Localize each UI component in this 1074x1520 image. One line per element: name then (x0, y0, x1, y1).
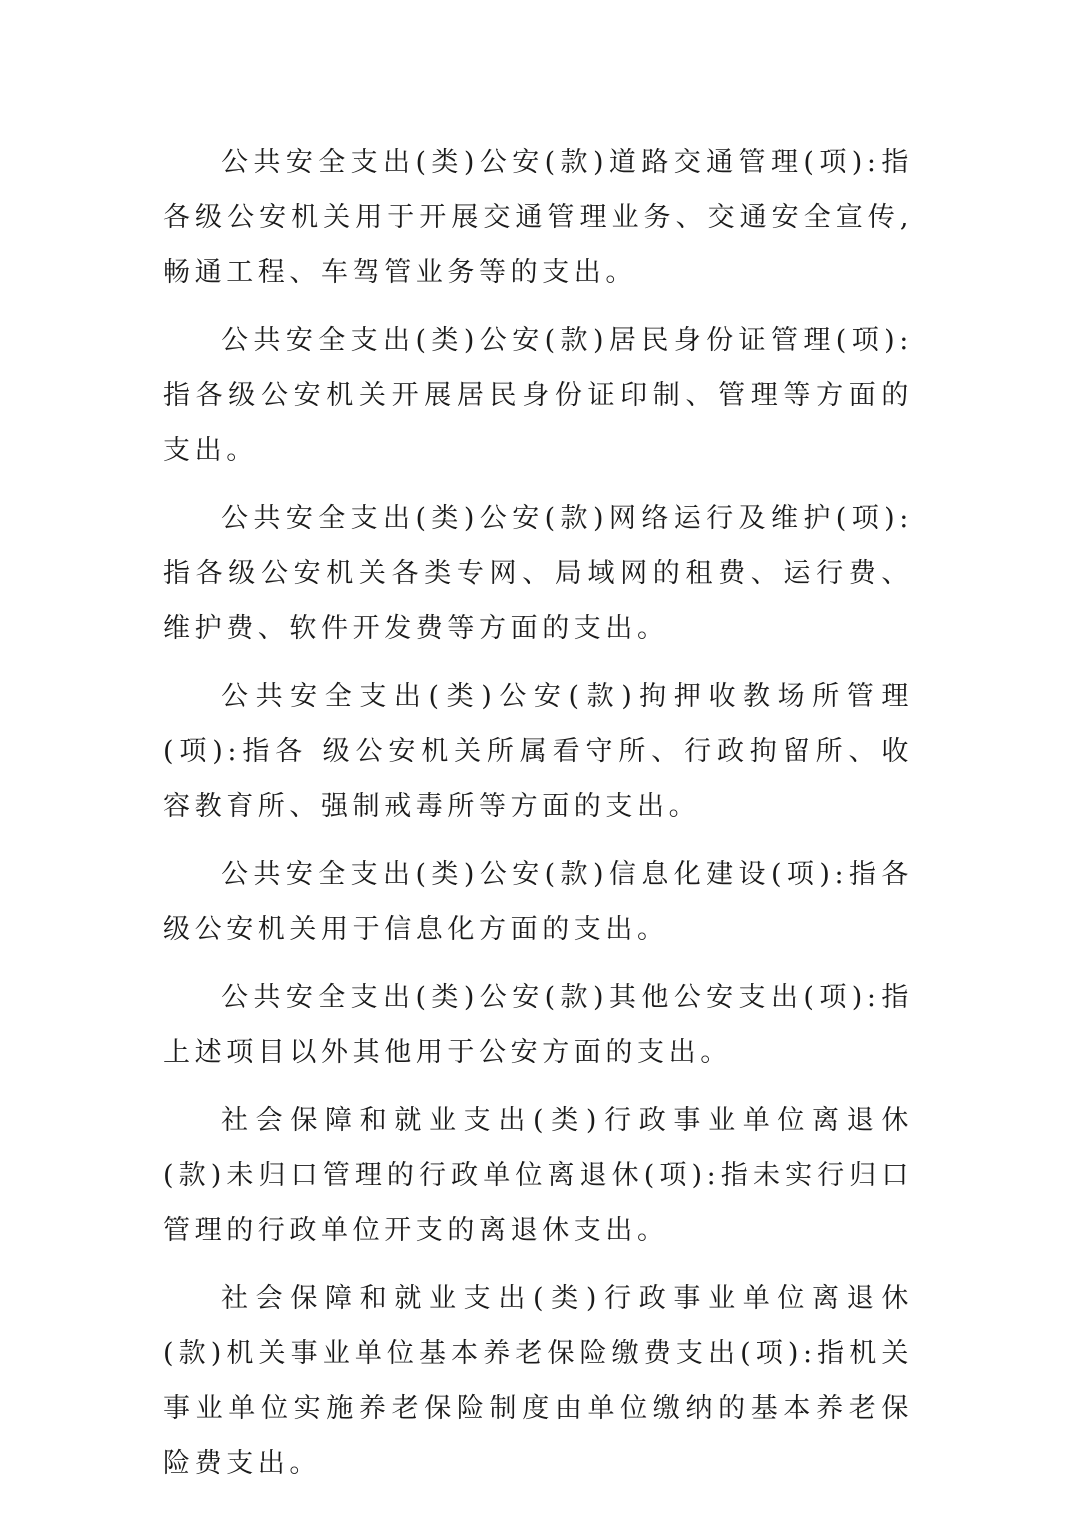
paragraph-retirement-unmanaged-units: 社会保障和就业支出(类)行政事业单位离退休(款)未归口管理的行政单位离退休(项):指未实行归口管理的行政单位开支的离退休支出。 (163, 1105, 913, 1246)
paragraph-pension-insurance-contribution: 社会保障和就业支出(类)行政事业单位离退休(款)机关事业单位基本养老保险缴费支出(项):指机关事业单位实施养老保险制度由单位缴纳的基本养老保险费支出。 (163, 1283, 913, 1479)
paragraph-road-traffic-management: 公共安全支出(类)公安(款)道路交通管理(项):指各级公安机关用于开展交通管理业务、交通安全宣传,畅通工程、车驾管业务等的支出。 (163, 147, 913, 288)
paragraph-network-operation-maintenance: 公共安全支出(类)公安(款)网络运行及维护(项):指各级公安机关各类专网、局域网的租费、运行费、维护费、软件开发费等方面的支出。 (163, 503, 913, 644)
paragraph-other-public-security: 公共安全支出(类)公安(款)其他公安支出(项):指上述项目以外其他用于公安方面的支出。 (163, 982, 913, 1068)
paragraph-detention-facility-management: 公共安全支出(类)公安(款)拘押收教场所管理(项):指各 级公安机关所属看守所、行政拘留所、收容教育所、强制戒毒所等方面的支出。 (163, 681, 913, 822)
paragraph-resident-id-management: 公共安全支出(类)公安(款)居民身份证管理(项):指各级公安机关开展居民身份证印制、管理等方面的支出。 (163, 325, 913, 466)
document-body (163, 135, 913, 1504)
paragraph-informatization-construction: 公共安全支出(类)公安(款)信息化建设(项):指各级公安机关用于信息化方面的支出。 (163, 859, 913, 945)
